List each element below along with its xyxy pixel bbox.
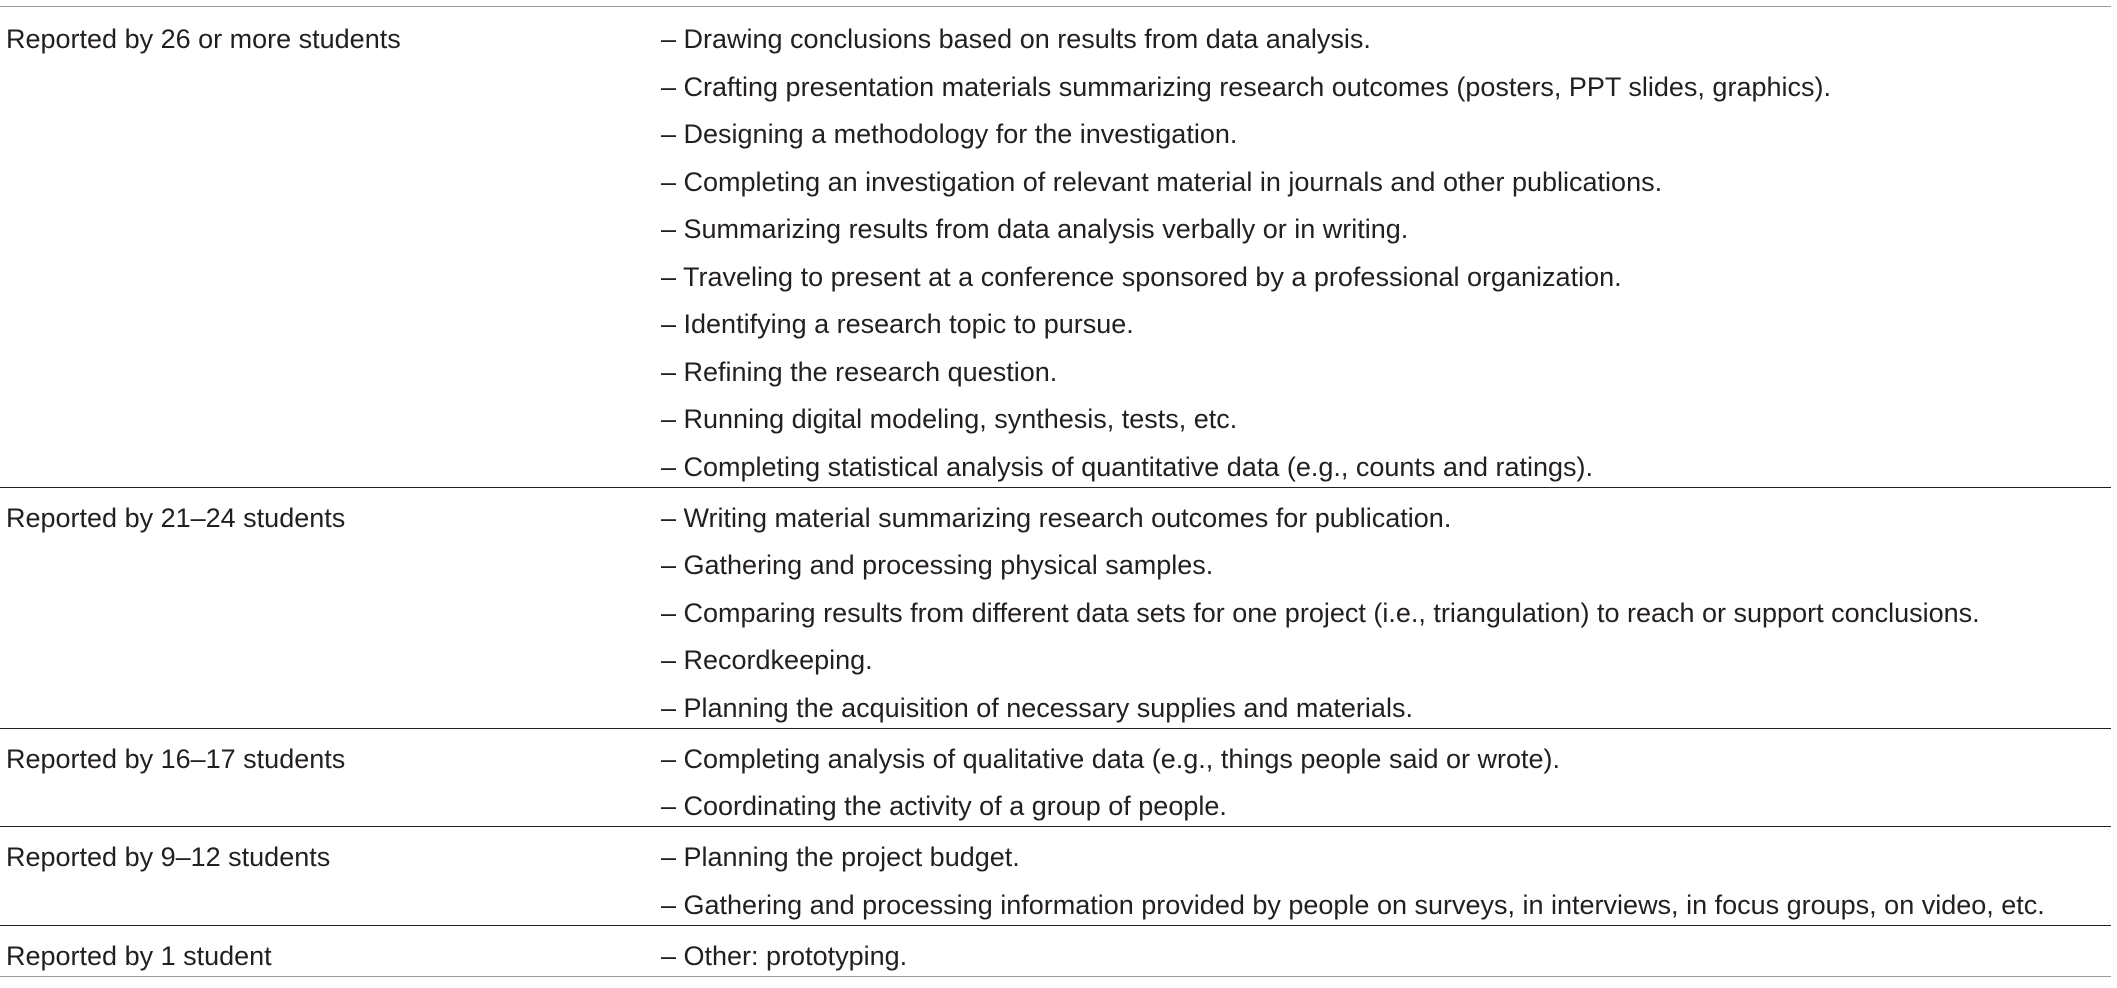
list-item: – Drawing conclusions based on results from data analysis.	[661, 24, 1371, 54]
list-item: – Planning the acquisition of necessary supplies and materials.	[661, 692, 1413, 723]
list-item: – Completing analysis of qualitative data (e.g., things people said or wrote).	[661, 743, 1561, 774]
activities-table	[0, 6, 2111, 977]
row-category-label: Reported by 1 student	[6, 940, 272, 971]
list-item: – Recordkeeping.	[661, 645, 873, 675]
list-item: – Gathering and processing information provided by people on surveys, in interviews, in focus groups, on video, etc.	[661, 889, 2045, 920]
activity-list	[661, 841, 2111, 921]
list-item: – Planning the project budget.	[661, 842, 1020, 872]
activity-list	[661, 743, 2111, 823]
list-item: – Coordinating the activity of a group of people.	[661, 791, 1227, 821]
list-item: – Crafting presentation materials summarizing research outcomes (posters, PPT slides, graphics).	[661, 71, 1831, 102]
row-category-label: Reported by 21–24 students	[6, 502, 346, 533]
list-item: – Running digital modeling, synthesis, tests, etc.	[661, 404, 1238, 434]
list-item: – Completing statistical analysis of quantitative data (e.g., counts and ratings).	[661, 451, 1594, 482]
table-row-group	[0, 7, 2111, 487]
row-category-label: Reported by 9–12 students	[6, 842, 331, 872]
activity-list	[661, 502, 2111, 724]
row-category-label: Reported by 26 or more students	[6, 24, 401, 54]
list-item: – Gathering and processing physical samples.	[661, 550, 1214, 580]
activity-list	[661, 23, 2111, 483]
list-item: – Other: prototyping.	[661, 940, 908, 971]
activity-list	[661, 940, 2111, 972]
list-item: – Designing a methodology for the investigation.	[661, 119, 1238, 149]
table-row-group	[0, 826, 2111, 925]
table-row-group	[0, 728, 2111, 827]
row-category-label: Reported by 16–17 students	[6, 743, 346, 774]
table-row-group	[0, 487, 2111, 728]
list-item: – Traveling to present at a conference sponsored by a professional organization.	[661, 261, 1622, 292]
list-item: – Summarizing results from data analysis verbally or in writing.	[661, 214, 1409, 244]
list-item: – Writing material summarizing research outcomes for publication.	[661, 502, 1452, 533]
list-item: – Completing an investigation of relevant material in journals and other publications.	[661, 166, 1663, 197]
list-item: – Comparing results from different data sets for one project (i.e., triangulation) to reach or support conclusions.	[661, 597, 1980, 628]
list-item: – Refining the research question.	[661, 356, 1058, 387]
table-row-group	[0, 925, 2111, 976]
list-item: – Identifying a research topic to pursue.	[661, 309, 1134, 339]
